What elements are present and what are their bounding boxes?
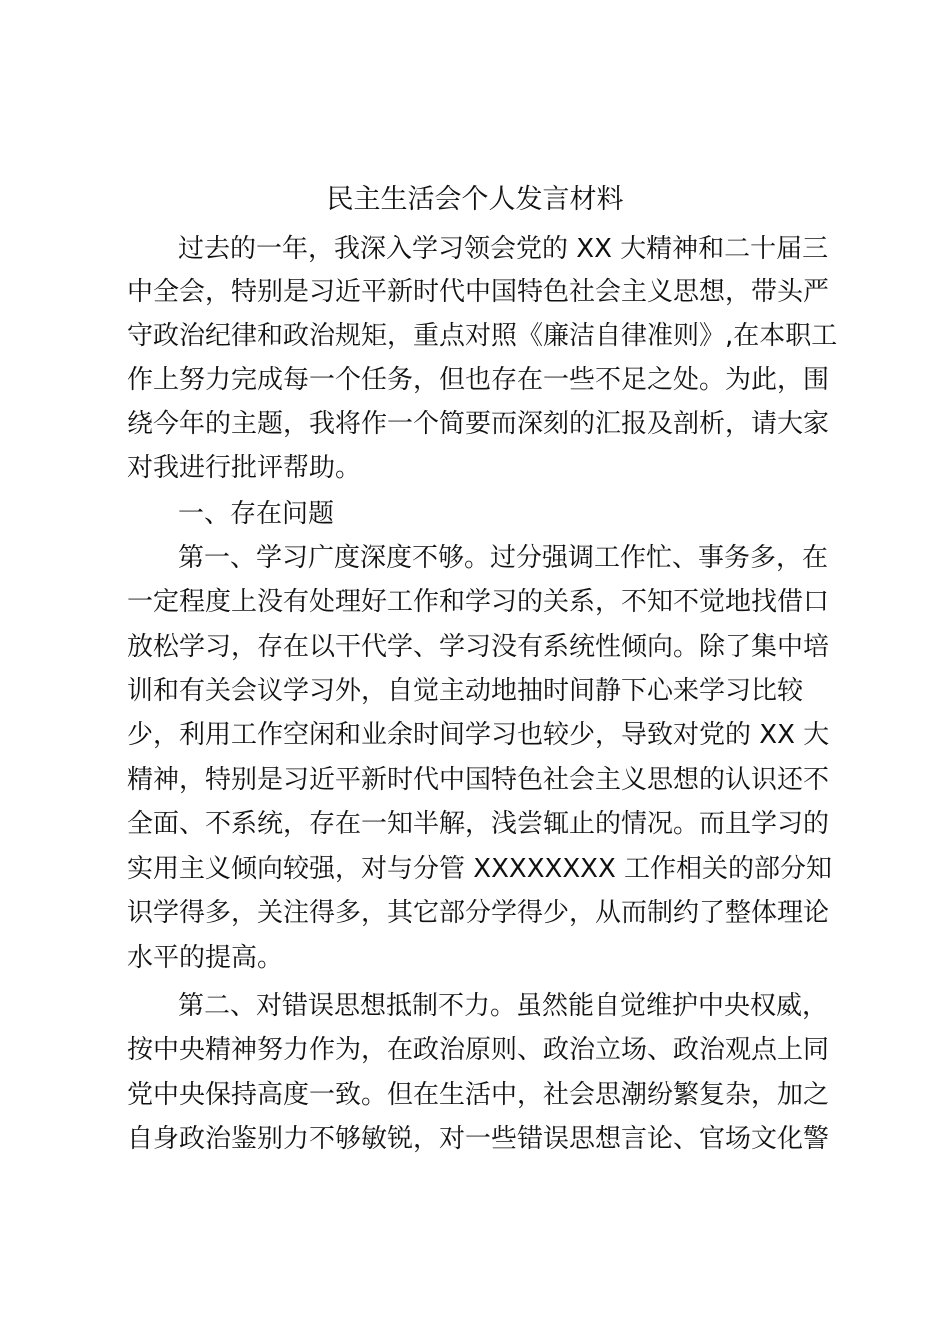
paragraph-line: 识学得多，关注得多，其它部分学得少，从而制约了整体理论: [127, 898, 830, 928]
paragraph-line: 训和有关会议学习外，自觉主动地抽时间静下心来学习比较: [127, 676, 804, 706]
paragraph-line: 精神，特别是习近平新时代中国特色社会主义思想的认识还不: [127, 765, 830, 795]
document-title: 民主生活会个人发言材料: [326, 184, 624, 215]
paragraph-line: 第一、学习广度深度不够。过分强调工作忙、事务多，在: [178, 543, 829, 573]
paragraph-line: 放松学习，存在以干代学、学习没有系统性倾向。除了集中培: [127, 632, 830, 662]
paragraph-line: 实用主义倾向较强，对与分管 XXXXXXXX 工作相关的部分知: [127, 854, 833, 884]
paragraph-line: 中全会，特别是习近平新时代中国特色社会主义思想，带头严: [127, 277, 830, 307]
paragraph-line: 全面、不系统，存在一知半解，浅尝辄止的情况。而且学习的: [127, 809, 830, 839]
paragraph-line: 第二、对错误思想抵制不力。虽然能自觉维护中央权威，: [178, 991, 829, 1021]
paragraph-line: 守政治纪律和政治规矩，重点对照《廉洁自律准则》,在本职工: [127, 321, 838, 351]
paragraph-line: 一定程度上没有处理好工作和学习的关系，不知不觉地找借口: [127, 587, 830, 617]
section-heading: 一、存在问题: [178, 499, 335, 529]
paragraph-line: 作上努力完成每一个任务，但也存在一些不足之处。为此，围: [127, 365, 830, 395]
paragraph-line: 过去的一年，我深入学习领会党的 XX 大精神和二十届三: [178, 234, 829, 264]
paragraph-line: 绕今年的主题，我将作一个简要而深刻的汇报及剖析，请大家: [127, 409, 830, 439]
paragraph-line: 对我进行批评帮助。: [127, 453, 362, 483]
paragraph-line: 自身政治鉴别力不够敏锐，对一些错误思想言论、官场文化警: [127, 1124, 830, 1154]
paragraph-line: 少，利用工作空闲和业余时间学习也较少，导致对党的 XX 大: [127, 720, 830, 750]
paragraph-line: 水平的提高。: [127, 943, 284, 973]
paragraph-line: 按中央精神努力作为，在政治原则、政治立场、政治观点上同: [127, 1035, 830, 1065]
paragraph-line: 党中央保持高度一致。但在生活中，社会思潮纷繁复杂，加之: [127, 1080, 830, 1110]
